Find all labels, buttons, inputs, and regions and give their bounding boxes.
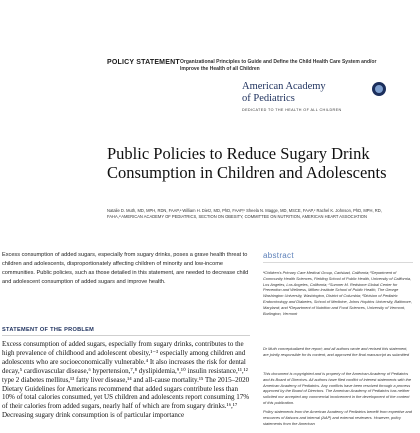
aap-logo-line2: of Pediatrics xyxy=(242,93,295,104)
article-title: Public Policies to Reduce Sugary Drink Consumption in Children and Adolescents xyxy=(107,144,387,182)
policy-statement-description: Organizational Principles to Guide and Define the Child Health Care System and/or Improve the Health of all Children xyxy=(180,59,377,72)
aap-logo-line1: American Academy xyxy=(242,81,326,92)
abstract-heading: abstract xyxy=(263,251,294,260)
copyright-footnote: This document is copyrighted and is property of the American Academy of Pediatrics and its Board of Directors. All authors have filed conflict of interest statements with the American Academy of Pediatrics. Any conflicts have been resolved through a process approved by the Board of Directors. The American Academy of Pediatrics has neither solicited nor accepted any commercial involvement in the development of the content of this publication. xyxy=(263,371,411,405)
abstract-summary: Excess consumption of added sugars, especially from sugary drinks, poses a grave health threat to children and adolescents, disproportionately affecting children of minority and low-income communities. Public policies, such as those detailed in this statement, are needed to decrease child and adolescent consumption of added sugars and improve health. xyxy=(2,252,249,285)
aap-logo-tagline: DEDICATED TO THE HEALTH OF ALL CHILDREN xyxy=(242,108,342,112)
section-divider xyxy=(2,335,250,336)
review-footnote: Policy statements from the American Academy of Pediatrics benefit from expertise and resources of liaisons and internal (AAP) and external reviewers. However, policy statements from the American xyxy=(263,409,412,426)
section-body: Excess consumption of added sugars, especially from sugary drinks, contributes to the high prevalence of childhood and adolescent obesity,¹⁻³ especially among children and adolescents who are socioeconomically vulnerable.⁴ It also increases the risk for dental decay,⁵ cardiovascular disease,⁶ hypertension,⁷,⁸ dyslipidemia,⁹,¹⁰ insulin resistance,¹¹,¹² type 2 diabetes mellitus,¹³ fatty liver disease,¹⁴ and all-cause mortality.¹⁵ The 2015–2020 Dietary Guidelines for Americans recommend that added sugars contribute less than 10% of total calories consumed, yet US children and adolescents report consuming 17% of their calories from added sugars, nearly half of which are from sugary drinks.¹⁶,¹⁷ Decreasing sugary drink consumption is of particular importance xyxy=(2,340,250,420)
aap-logo-name xyxy=(242,81,372,105)
affiliations-footnote: ᵃChildren's Primary Care Medical Group, Carlsbad, California; ᵇDepartment of Community Health Sciences, Fielding School of Public Health, University of California, Los Angeles, Los Angeles, California; ᶜSumner M. Redstone Global Center for Prevention and Wellness, Milken Institute School of Public Health, The George Washington University, Washington, District of Columbia; ᵈDivision of Pediatric Endocrinology and Diabetes, School of Medicine, Johns Hopkins University, Baltimore, Maryland; and ᵉDepartment of Nutrition and Food Sciences, University of Vermont, Burlington, Vermont xyxy=(263,270,412,316)
author-list: Natalie D. Muth, MD, MPH, RDN, FAAP,ᵃ William H. Dietz, MD, PhD, FAAP,ᵇ Sheela N. Magge, MD, MSCE, FAAP,ᶜ Rachel K. Johnson, PhD, MPH, RD, FAHA,ᵈ AMERICAN ACADEMY OF PEDIATRICS, SECTION ON OBESITY, COMMITTEE ON NUTRITION, AMERICAN HEART ASSOCIATION xyxy=(107,208,382,219)
policy-statement-label: POLICY STATEMENT xyxy=(107,59,180,66)
contributions-footnote: Dr Muth conceptualized the report; and all authors wrote and revised this statement, are jointly responsible for its content, and approved the final manuscript as submitted xyxy=(263,346,409,357)
abstract-divider xyxy=(263,262,413,263)
aap-seal-icon xyxy=(372,82,386,96)
section-heading: STATEMENT OF THE PROBLEM xyxy=(2,327,95,333)
